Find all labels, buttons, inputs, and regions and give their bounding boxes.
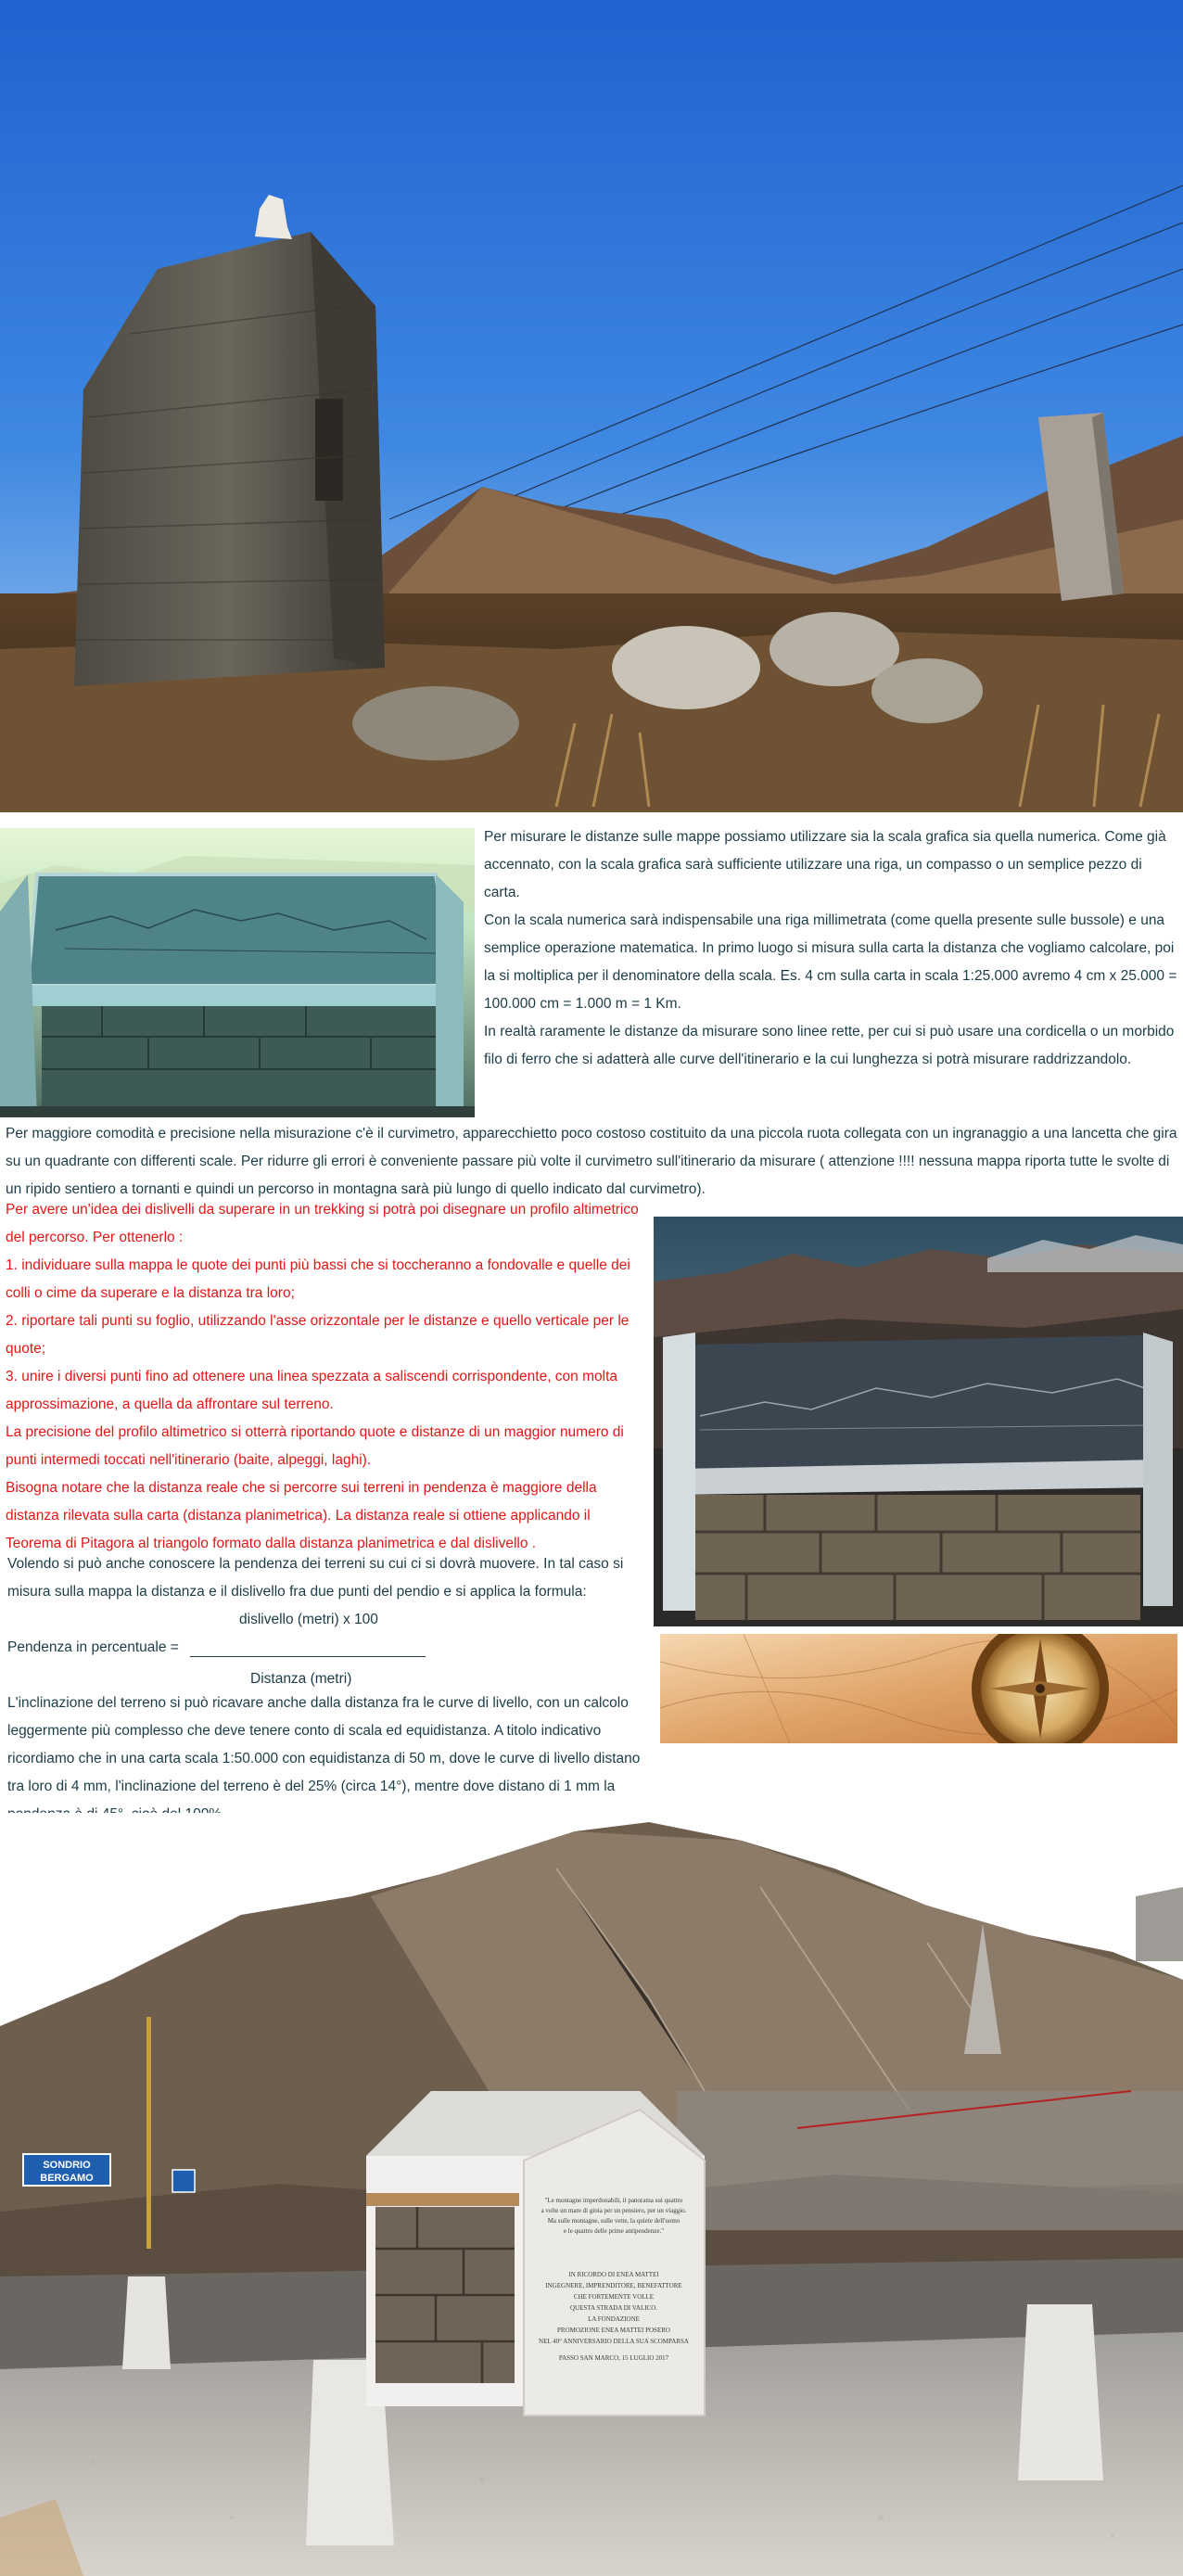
profilo-intro: Per avere un'idea dei dislivelli da superare in un trekking si potrà poi disegnare un profilo altimetrico del percorso. Per ottenerlo : [6, 1202, 639, 1245]
panorama-table-image [654, 1217, 1183, 1626]
bottom-memorial-photo [0, 1813, 1183, 2576]
plaque-line-1: "Le montagne imperdonabili, il panorama sui quattro [544, 2197, 683, 2204]
profilo-note: Bisogna notare che la distanza reale che si percorre sui terreni in pendenza è maggiore della distanza rilevata sulla carta (distanza planimetrica). La distanza reale si ottiene applicando il Teorema di Pitagora al triangolo formato dalla distanza planimetrica e dal dislivello . [6, 1480, 597, 1551]
panorama-table-photo [654, 1217, 1183, 1626]
fraction-bar [190, 1656, 426, 1657]
section3-text [6, 1196, 647, 1558]
plaque-line-7: CHE FORTEMENTE VOLLE [573, 2293, 655, 2301]
section1-paragraph-1: Per misurare le distanze sulle mappe possiamo utilizzare sia la scala grafica sia quella numerica. Come già accennato, con la scala grafica sarà sufficiente utilizzare una riga, un compasso o un semplice pezzo di carta. [484, 829, 1166, 900]
plaque-line-11: NEL 40° ANNIVERSARIO DELLA SUA SCOMPARSA [539, 2338, 689, 2345]
plaque-line-10: PROMOZIONE ENEA MATTEI POSERO [557, 2327, 670, 2334]
pendenza-intro-text: Volendo si può anche conoscere la pendenza dei terreni su cui ci si dovrà muovere. In tal caso si misura sulla mappa la distanza e il dislivello fra due punti del pendio e si applica la formula: [7, 1556, 624, 1600]
plaque-line-5: IN RICORDO DI ENEA MATTEI [568, 2271, 659, 2278]
formula-row [7, 1634, 179, 1662]
plaque-line-12: PASSO SAN MARCO, 15 LUGLIO 2017 [558, 2354, 669, 2362]
inclinazione-paragraph: L'inclinazione del terreno si può ricavare anche dalla distanza fra le curve di livello, con un calcolo leggermente più complesso che deve tenere conto di scala ed equidistanza. A titolo indicativo ricordiamo che in una carta scala 1:50.000 con equidistanza di 50 m, dove le curve di livello distano tra loro di 4 mm, l'inclinazione del terreno è del 25% (circa 14°), mentre dove distano di 1 mm la [7, 1695, 641, 1794]
plaque-line-9: LA FONDAZIONE [588, 2315, 640, 2323]
plaque-line-8: QUESTA STRADA DI VALICO. [569, 2304, 658, 2312]
compass-image [660, 1634, 1177, 1743]
plaque-line-6: INGEGNERE, IMPRENDITORE, BENEFATTORE [545, 2282, 682, 2289]
section1-text [484, 823, 1177, 1074]
curvimetro-paragraph: Per maggiore comodità e precisione nella misurazione c'è il curvimetro, apparecchietto poco costoso costituito da una piccola ruota collegata con un ingranaggio a una lancetta che gira su un quadrante con differenti scale. Per ridurre gli errori è conveniente passare più volte il curvimetro sull'itinerario da misurare ( attenzione !!!! nessuna mappa riporta tutte le svolte di un ripido sentiero a tornanti e quindi un percorso in montagna sarà più lungo di quello indicato dal curvimetro). [6, 1126, 1177, 1197]
profilo-step-3: 3. unire i diversi punti fino ad ottenere una linea spezzata a saliscendi corrispondente, con molta approssimazione, a quella da affrontare sul terreno. [6, 1369, 618, 1412]
profilo-step-2: 2. riportare tali punti su foglio, utilizzando l'asse orizzontale per le distanze e quello verticale per le quote; [6, 1313, 630, 1357]
plaque-line-4: e le quattro delle prime antipendenze." [563, 2227, 665, 2235]
map-display-photo [0, 828, 475, 1117]
table-display-image [0, 828, 475, 1117]
section1-paragraph-2: Con la scala numerica sarà indispensabile una riga millimetrata (come quella presente sulle bussole) e una semplice operazione matematica. In primo luogo si misura sulla carta la distanza che vogliamo calcolare, poi la si moltiplica per il denominatore della scala. Es. 4 cm sulla carta in scala 1:25.000 avremo 4 cm x 25.000 = 100.000 cm = 1.000 m = 1 Km. [484, 912, 1177, 1012]
compass-map-photo [660, 1634, 1177, 1743]
formula-label: Pendenza in percentuale = [7, 1639, 179, 1655]
profilo-precision: La precisione del profilo altimetrico si otterrà riportando quote e distanze di un maggior numero di punti intermedi toccati nell'itinerario (baite, alpeggi, laghi). [6, 1424, 624, 1468]
profilo-step-1: 1. individuare sulla mappa le quote dei punti più bassi che si toccheranno a fondovalle e quelle dei colli o cime da superare e la distanza tra loro; [6, 1257, 630, 1301]
section1-paragraph-3: In realtà raramente le distanze da misurare sono linee rette, per cui si può usare una cordicella o un morbido filo di ferro che si adatterà alle curve dell'itinerario e la cui lunghezza si potrà misurare raddrizzandolo. [484, 1024, 1175, 1067]
road-sign-text-2: BERGAMO [40, 2173, 94, 2184]
pendenza-intro [7, 1550, 651, 1606]
formula-denominator: Distanza (metri) [250, 1671, 352, 1687]
road-sign-text-1: SONDRIO [43, 2160, 91, 2171]
memorial-landscape-image [0, 1813, 1183, 2576]
section2-text [6, 1120, 1177, 1204]
plaque-line-3: Ma sulle montagne, sulle vette, la quiete dell'uomo [547, 2217, 681, 2225]
inclinazione-text [7, 1690, 651, 1829]
formula-numerator: dislivello (metri) x 100 [239, 1612, 378, 1627]
top-mountain-photo [0, 0, 1183, 812]
plaque-line-2: a volte un mare di gioia per un pensiero, per un viaggio. [541, 2207, 687, 2214]
cairn-landscape-image [0, 0, 1183, 812]
